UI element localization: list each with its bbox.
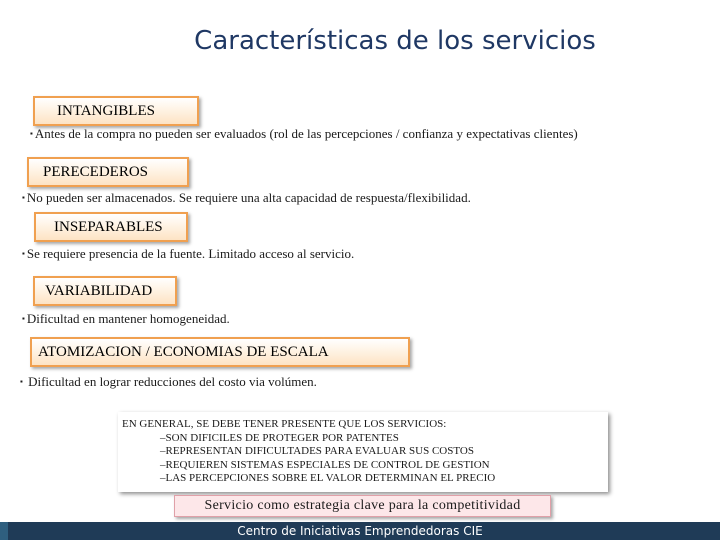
bullet-icon: ▪ <box>22 193 25 202</box>
footer-bar <box>0 522 720 540</box>
note-heading: EN GENERAL, SE DEBE TENER PRESENTE QUE LOS SERVICIOS: <box>122 418 447 430</box>
desc-text: Se requiere presencia de la fuente. Limitado acceso al servicio. <box>26 246 355 261</box>
bullet-icon: ▪ <box>20 377 23 386</box>
label-perecederos: PERECEDEROS <box>27 157 189 187</box>
desc-text: Antes de la compra no pueden ser evaluados (rol de las percepciones / confianza y expectativas clientes) <box>34 126 578 141</box>
desc-inseparables <box>22 246 354 262</box>
bullet-icon: ▪ <box>22 314 25 323</box>
desc-atomizacion <box>20 374 317 390</box>
note-box <box>118 412 608 492</box>
page-title: Características de los servicios <box>194 26 596 56</box>
note-item: –REPRESENTAN DIFICULTADES PARA EVALUAR SUS COSTOS <box>160 445 474 457</box>
note-item: –LAS PERCEPCIONES SOBRE EL VALOR DETERMINAN EL PRECIO <box>160 472 496 484</box>
desc-text: No pueden ser almacenados. Se requiere una alta capacidad de respuesta/flexibilidad. <box>26 190 471 205</box>
desc-variabilidad <box>22 311 230 327</box>
label-intangibles: INTANGIBLES <box>33 96 199 126</box>
note-item: –REQUIEREN SISTEMAS ESPECIALES DE CONTROL DE GESTION <box>160 458 490 471</box>
footer-text: Centro de Iniciativas Emprendedoras CIE <box>237 524 483 538</box>
desc-text: Dificultad en lograr reducciones del costo via volúmen. <box>28 374 317 389</box>
note-item: –SON DIFICILES DE PROTEGER POR PATENTES <box>160 431 399 444</box>
label-variabilidad: VARIABILIDAD <box>33 276 177 306</box>
bullet-icon: ▪ <box>30 129 33 138</box>
desc-perecederos <box>22 190 471 206</box>
desc-text: Dificultad en mantener homogeneidad. <box>26 311 230 326</box>
label-inseparables: INSEPARABLES <box>34 212 188 242</box>
bullet-icon: ▪ <box>22 249 25 258</box>
strategy-banner: Servicio como estrategia clave para la competitividad <box>174 495 551 517</box>
label-atomizacion: ATOMIZACION / ECONOMIAS DE ESCALA <box>30 337 410 367</box>
desc-intangibles <box>30 126 578 142</box>
